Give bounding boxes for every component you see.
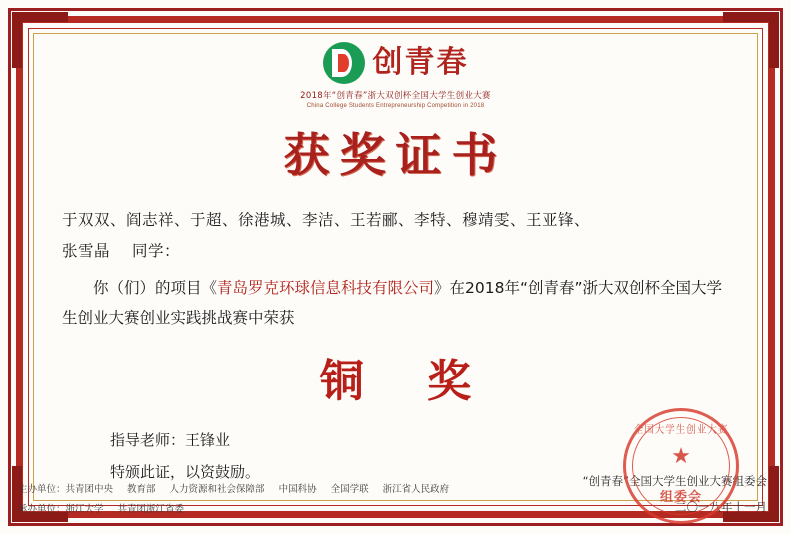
organizer-1: 共青团浙江省委	[117, 504, 185, 516]
statement-suffix: 》在2018年“创青春”浙大双创杯全国大学生创业大赛创业实践挑战赛中荣获	[62, 279, 723, 328]
seal-bottom-text: 组委会	[659, 490, 702, 505]
official-seal-stamp	[623, 408, 739, 524]
closing-text: 特颁此证，以资鼓励。	[110, 462, 261, 481]
sponsor-3: 中国科协	[278, 484, 317, 496]
sponsor-row	[18, 480, 449, 500]
sponsor-label: 主办单位：	[18, 484, 66, 496]
award-statement	[62, 273, 729, 333]
recipients-line-1: 于双双、阎志祥、于超、徐港城、李洁、王若郦、李特、穆靖雯、王亚锋、	[62, 211, 591, 229]
salutation: 同学：	[132, 242, 181, 260]
project-company-name: 青岛罗克环球信息科技有限公司	[217, 279, 435, 297]
sponsor-1: 教育部	[127, 484, 156, 496]
sponsor-5: 浙江省人民政府	[382, 484, 450, 496]
issuer-name: “创青春”全国大学生创业大赛组委会	[582, 474, 767, 489]
sponsor-2: 人力资源和社会保障部	[169, 484, 265, 496]
footer-organizations	[18, 480, 449, 520]
recipients-line-2-names: 张雪晶	[62, 242, 111, 260]
statement-prefix: 你（们）的项目《	[93, 279, 218, 297]
advisor-name: 王锋业	[185, 431, 231, 450]
sponsor-0: 共青团中央	[65, 484, 114, 496]
logo-subtitle-cn: 2018年“创青春”浙大双创杯全国大学生创业大赛	[300, 91, 491, 101]
logo-block	[40, 42, 751, 109]
star-icon: ★	[671, 443, 691, 468]
advisor-label: 指导老师：	[110, 431, 186, 450]
logo-row	[323, 42, 469, 84]
logo-subtitle-en: China College Students Entrepreneurship Competition in 2018	[306, 103, 485, 109]
sponsor-4: 全国学联	[330, 484, 369, 496]
seal-arc-text: 全国大学生创业大赛	[633, 423, 729, 436]
issue-date: 二〇一八年十一月	[675, 499, 767, 514]
award-level: 铜 奖	[319, 356, 496, 408]
recipients-line-2	[62, 236, 729, 267]
body-text	[40, 205, 751, 333]
organizer-0: 浙江大学	[65, 504, 104, 516]
organizer-label: 承办单位：	[18, 504, 66, 516]
chuangqingchun-logo-icon	[323, 42, 365, 84]
logo-wordmark: 创青春	[372, 45, 469, 80]
organizer-row	[18, 500, 449, 520]
page-title: 获奖证书	[283, 128, 508, 182]
